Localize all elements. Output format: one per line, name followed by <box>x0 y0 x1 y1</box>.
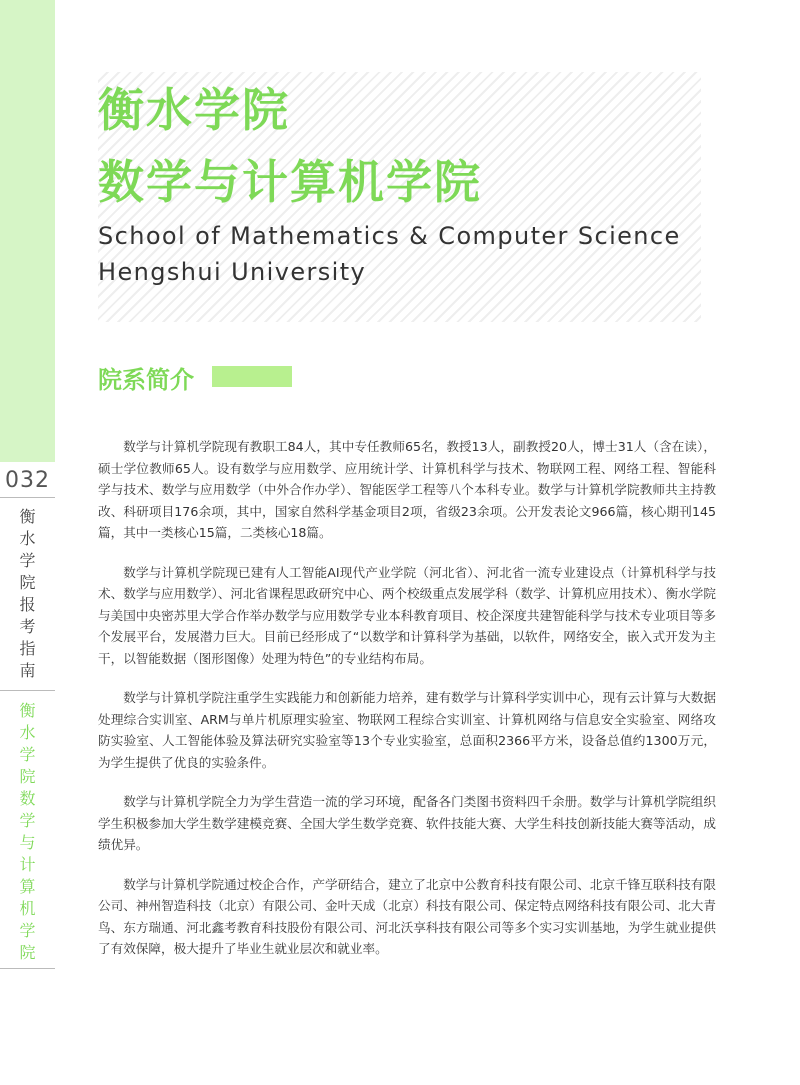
intro-content <box>98 436 716 978</box>
section-accent-bar <box>212 366 292 387</box>
sidebar-divider <box>0 497 55 498</box>
page-title-university: 衡水学院 <box>98 83 290 137</box>
page-title-college: 数学与计算机学院 <box>98 155 482 209</box>
sidebar-divider <box>0 690 55 691</box>
sidebar-band <box>0 0 55 462</box>
english-title-college: School of Mathematics & Computer Science <box>98 222 681 250</box>
page-number: 032 <box>5 468 50 493</box>
paragraph: 数学与计算机学院全力为学生营造一流的学习环境，配备各门类图书资料四千余册。数学与计算机学院组织学生积极参加大学生数学建模竞赛、全国大学生数学竞赛、软件技能大赛、大学生科技创新技能大赛等活动，成绩优异。 <box>98 794 716 852</box>
sidebar-guide-label: 衡 水 学 院 报 考 指 南 <box>19 507 36 680</box>
section-heading: 院系简介 <box>98 366 194 394</box>
paragraph: 数学与计算机学院注重学生实践能力和创新能力培养，建有数学与计算科学实训中心，现有云计算与大数据处理综合实训室、ARM与单片机原理实验室、物联网工程综合实训室、计算机网络与信息安全实验室、网络攻防实验室、人工智能体验及算法研究实验室等13个专业实验室，总面积2366平方米，设备总值约1300万元，为学生提供了优良的实验条件。 <box>98 690 716 770</box>
paragraph: 数学与计算机学院现已建有人工智能AI现代产业学院（河北省）、河北省一流专业建设点（计算机科学与技术、数学与应用数学）、河北省课程思政研究中心、两个校级重点发展学科（数学、计算机应用技术）、衡水学院与美国中央密苏里大学合作举办数学与应用数学专业本科教育项目、校企深度共建智能科学与技术专业项目等多个发展平台，发展潜力巨大。目前已经形成了“以数学和计算科学为基础，以软件，网络安全，嵌入式开发为主干，以智能数据（图形图像）处理为特色”的专业结构布局。 <box>98 564 716 666</box>
paragraph: 数学与计算机学院现有教职工84人，其中专任教师65名，教授13人，副教授20人，博士31人（含在读），硕士学位教师65人。设有数学与应用数学、应用统计学、计算机科学与技术、物联网工程、网络工程、智能科学与技术、数学与应用数学（中外合作办学）、智能医学工程等八个本科专业。数学与计算机学院教师共主持教改、科研项目176余项，其中，国家自然科学基金项目2项，省级23余项。公开发表论文966篇，核心期刊145篇，其中一类核心15篇，二类核心18篇。 <box>98 439 716 540</box>
sidebar-divider <box>0 968 55 969</box>
english-title-university: Hengshui University <box>98 258 367 286</box>
paragraph: 数学与计算机学院通过校企合作，产学研结合，建立了北京中公教育科技有限公司、北京千锋互联科技有限公司、神州智造科技（北京）有限公司、金叶天成（北京）科技有限公司、保定特点网络科技有限公司、北大青鸟、东方瑞通、河北鑫考教育科技股份有限公司、河北沃享科技有限公司等多个实习实训基地，为学生就业提供了有效保障，极大提升了毕业生就业层次和就业率。 <box>98 876 716 956</box>
sidebar-college-label: 衡 水 学 院 数 学 与 计 算 机 学 院 <box>19 701 36 962</box>
